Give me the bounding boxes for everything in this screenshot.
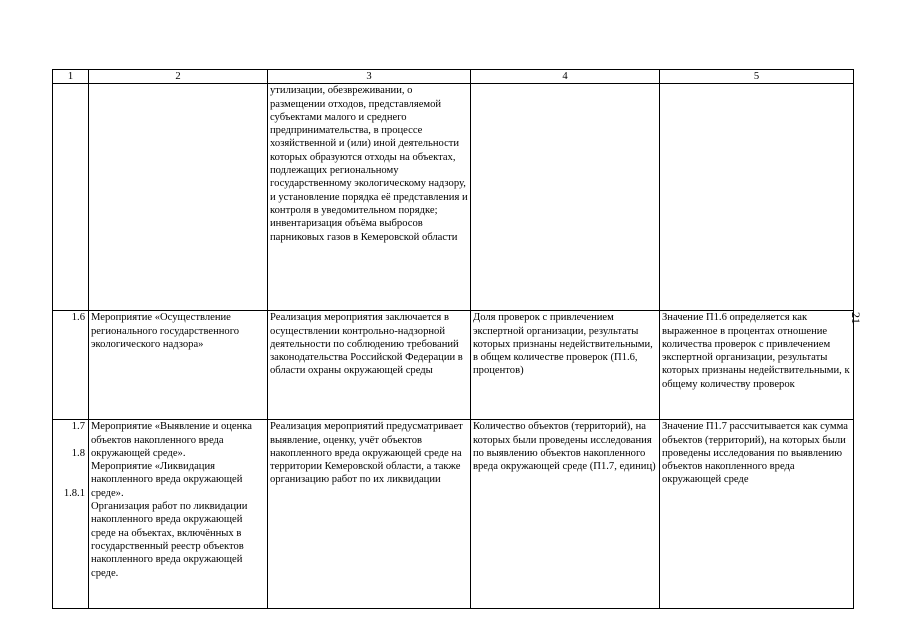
table-header-row (53, 70, 854, 84)
row-numbers (53, 420, 89, 609)
page-number: 21 (849, 312, 863, 324)
header-col-5: 5 (660, 70, 854, 84)
indicator-name (471, 84, 660, 311)
measure-description: Реализация мероприятия заключается в осуществлении контрольно-надзорной деятельности по соблюдению требований законодательства Российской Федерации в области охраны окружающей среды (268, 311, 471, 420)
indicator-method: Значение П1.6 определяется как выраженное в процентах отношение количества проверок с привлечением экспертной организации, результаты которых признаны недействительными, к общему количеству проверок (660, 311, 854, 420)
table-row (53, 311, 854, 420)
measures-table (52, 69, 854, 609)
row-number: 1.6 (53, 311, 89, 420)
indicator-method: Значение П1.7 рассчитывается как сумма объектов (территорий), на которых были проведены исследования по выявлению объектов накопленного вреда окружающей среде (660, 420, 854, 609)
table-row (53, 84, 854, 311)
measure-name: Мероприятие «Выявление и оценка объектов накопленного вреда окружающей среде». (91, 421, 252, 459)
measure-name: Организация работ по ликвидации накопленного вреда окружающей среде на объектах, включённых в государственный реестр объектов накопленного вреда окружающей среде. (91, 501, 248, 579)
measure-name (89, 84, 268, 311)
indicator-method (660, 84, 854, 311)
header-col-3: 3 (268, 70, 471, 84)
header-col-4: 4 (471, 70, 660, 84)
row-number: 1.7 (71, 421, 85, 433)
measure-name: Мероприятие «Осуществление регионального государственного экологического надзора» (89, 311, 268, 420)
measure-name: Мероприятие «Ликвидация накопленного вреда окружающей среде». (91, 461, 243, 499)
table-row (53, 420, 854, 609)
row-number (53, 84, 89, 311)
row-number: 1.8.1 (63, 487, 85, 499)
header-col-1: 1 (53, 70, 89, 84)
row-number: 1.8 (71, 447, 85, 459)
measure-description: Реализация мероприятий предусматривает выявление, оценку, учёт объектов накопленного вреда окружающей среде на территории Кемеровской области, а также организацию работ по их ликвидации (268, 420, 471, 609)
indicator-name: Доля проверок с привлечением экспертной организации, результаты которых признаны недействительными, в общем количестве проверок (П1.6, процентов) (471, 311, 660, 420)
indicator-name: Количество объектов (территорий), на которых были проведены исследования по выявлению объектов накопленного вреда окружающей среде (П1.7, единиц) (471, 420, 660, 609)
measure-description: утилизации, обезвреживании, о размещении отходов, представляемой субъектами малого и среднего предпринимательства, в процессе хозяйственной и (или) иной деятельности которых образуются отходы на объектах, подлежащих региональному государственному экологическому надзору, и установление порядка её представления и контроля в уведомительном порядке; инвентаризация объёма выбросов парниковых газов в Кемеровской области (268, 84, 471, 311)
measure-names (89, 420, 268, 609)
header-col-2: 2 (89, 70, 268, 84)
